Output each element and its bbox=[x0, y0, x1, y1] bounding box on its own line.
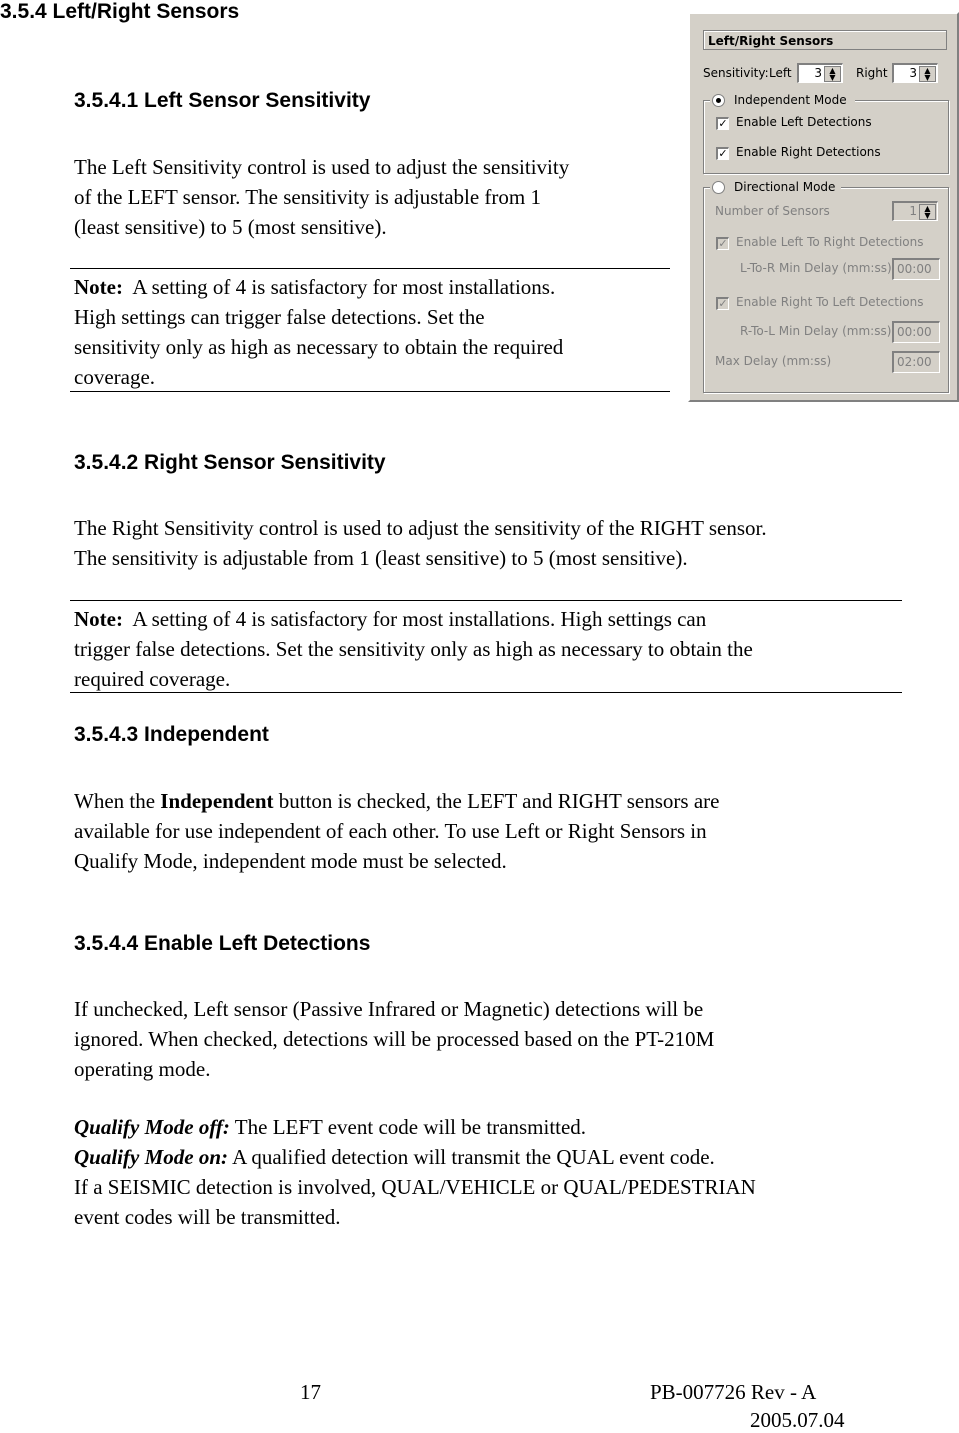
enable-ltr-checkbox[interactable]: ✓ bbox=[716, 237, 729, 250]
doc-date: 2005.07.04 bbox=[750, 1408, 845, 1432]
text-run: button is checked, the LEFT and RIGHT sensors are bbox=[273, 789, 720, 813]
text-line: Qualify Mode, independent mode must be selected. bbox=[74, 849, 507, 873]
independent-bold: Independent bbox=[160, 789, 274, 813]
independent-group bbox=[703, 100, 949, 174]
left-label: Left bbox=[769, 66, 792, 80]
note-text: coverage. bbox=[74, 365, 156, 389]
left-sensitivity-spinner[interactable] bbox=[797, 63, 843, 83]
directional-radio-row[interactable] bbox=[710, 179, 841, 195]
directional-mode-label: Directional Mode bbox=[734, 180, 836, 194]
enable-left-label: Enable Left Detections bbox=[736, 115, 872, 129]
independent-text bbox=[74, 786, 719, 876]
spinner-arrows-icon[interactable]: ▲ ▼ bbox=[824, 66, 841, 82]
text-line: The Right Sensitivity control is used to adjust the sensitivity of the RIGHT sensor. bbox=[74, 516, 767, 540]
enable-left-text bbox=[74, 994, 714, 1084]
text-line: available for use independent of each other. To use Left or Right Sensors in bbox=[74, 819, 707, 843]
text-line: If a SEISMIC detection is involved, QUAL/VEHICLE or QUAL/PEDESTRIAN bbox=[74, 1175, 756, 1199]
heading-independent: 3.5.4.3 Independent bbox=[74, 723, 269, 746]
text-line: The Left Sensitivity control is used to adjust the sensitivity bbox=[74, 155, 570, 179]
text-run: When the bbox=[74, 789, 161, 813]
qualify-mode-text bbox=[74, 1112, 756, 1232]
text-run: The LEFT event code will be transmitted. bbox=[229, 1115, 587, 1139]
number-of-sensors-label: Number of Sensors bbox=[715, 204, 830, 218]
note-text: High settings can trigger false detections. Set the bbox=[74, 305, 485, 329]
spinner-arrows-icon[interactable]: ▲ ▼ bbox=[919, 66, 936, 82]
text-line: of the LEFT sensor. The sensitivity is adjustable from 1 bbox=[74, 185, 542, 209]
independent-mode-label: Independent Mode bbox=[734, 93, 847, 107]
note-label: Note: bbox=[74, 275, 123, 299]
enable-right-checkbox[interactable]: ✓ bbox=[716, 147, 729, 160]
enable-ltr-label: Enable Left To Right Detections bbox=[736, 235, 924, 249]
right-label: Right bbox=[856, 66, 888, 80]
text-line: operating mode. bbox=[74, 1057, 211, 1081]
qualify-on-label: Qualify Mode on: bbox=[74, 1145, 228, 1169]
directional-radio[interactable] bbox=[712, 181, 725, 194]
independent-radio[interactable] bbox=[712, 94, 725, 107]
spinner-arrows-icon[interactable]: ▲ ▼ bbox=[919, 204, 936, 220]
note-text: required coverage. bbox=[74, 667, 231, 691]
right-sensitivity-spinner[interactable] bbox=[892, 63, 938, 83]
text-line: event codes will be transmitted. bbox=[74, 1205, 341, 1229]
doc-id: PB-007726 Rev - A bbox=[650, 1380, 817, 1404]
enable-left-checkbox[interactable]: ✓ bbox=[716, 117, 729, 130]
note-text: A setting of 4 is satisfactory for most installations. High settings can bbox=[122, 607, 707, 631]
ltr-delay-field[interactable]: 00:00 bbox=[892, 258, 940, 280]
text-line: The sensitivity is adjustable from 1 (least sensitive) to 5 (most sensitive). bbox=[74, 546, 688, 570]
spinner-value: 3 bbox=[814, 66, 822, 80]
spinner-value: 3 bbox=[909, 66, 917, 80]
note-label: Note: bbox=[74, 607, 123, 631]
left-note bbox=[70, 268, 670, 392]
text-line: If unchecked, Left sensor (Passive Infrared or Magnetic) detections will be bbox=[74, 997, 704, 1021]
left-right-sensors-dialog bbox=[688, 12, 959, 402]
section-title: 3.5.4 Left/Right Sensors bbox=[0, 0, 240, 23]
max-delay-label: Max Delay (mm:ss) bbox=[715, 354, 832, 368]
note-text: sensitivity only as high as necessary to obtain the required bbox=[74, 335, 564, 359]
number-of-sensors-spinner[interactable] bbox=[892, 201, 938, 221]
heading-left-sensitivity: 3.5.4.1 Left Sensor Sensitivity bbox=[74, 89, 371, 112]
page-number: 17 bbox=[300, 1380, 321, 1404]
spinner-value: 1 bbox=[909, 204, 917, 218]
note-text: A setting of 4 is satisfactory for most installations. bbox=[122, 275, 556, 299]
left-sensitivity-text bbox=[74, 152, 569, 242]
note-text: trigger false detections. Set the sensitivity only as high as necessary to obtain the bbox=[74, 637, 753, 661]
text-line: ignored. When checked, detections will be processed based on the PT-210M bbox=[74, 1027, 715, 1051]
heading-enable-left: 3.5.4.4 Enable Left Detections bbox=[74, 932, 371, 955]
enable-right-label: Enable Right Detections bbox=[736, 145, 881, 159]
ltr-delay-label: L-To-R Min Delay (mm:ss) bbox=[740, 261, 892, 275]
right-note bbox=[70, 600, 902, 693]
text-run: A qualified detection will transmit the QUAL event code. bbox=[228, 1145, 715, 1169]
enable-rtl-label: Enable Right To Left Detections bbox=[736, 295, 924, 309]
heading-right-sensitivity: 3.5.4.2 Right Sensor Sensitivity bbox=[74, 451, 386, 474]
enable-rtl-checkbox[interactable]: ✓ bbox=[716, 297, 729, 310]
qualify-off-label: Qualify Mode off: bbox=[74, 1115, 230, 1139]
rtl-delay-label: R-To-L Min Delay (mm:ss) bbox=[740, 324, 892, 338]
max-delay-field[interactable]: 02:00 bbox=[892, 351, 940, 373]
sensitivity-label: Sensitivity: bbox=[703, 66, 769, 80]
text-line: (least sensitive) to 5 (most sensitive). bbox=[74, 215, 387, 239]
right-sensitivity-text bbox=[74, 513, 767, 573]
dialog-title: Left/Right Sensors bbox=[703, 30, 947, 50]
independent-radio-row[interactable] bbox=[710, 92, 855, 108]
rtl-delay-field[interactable]: 00:00 bbox=[892, 321, 940, 343]
